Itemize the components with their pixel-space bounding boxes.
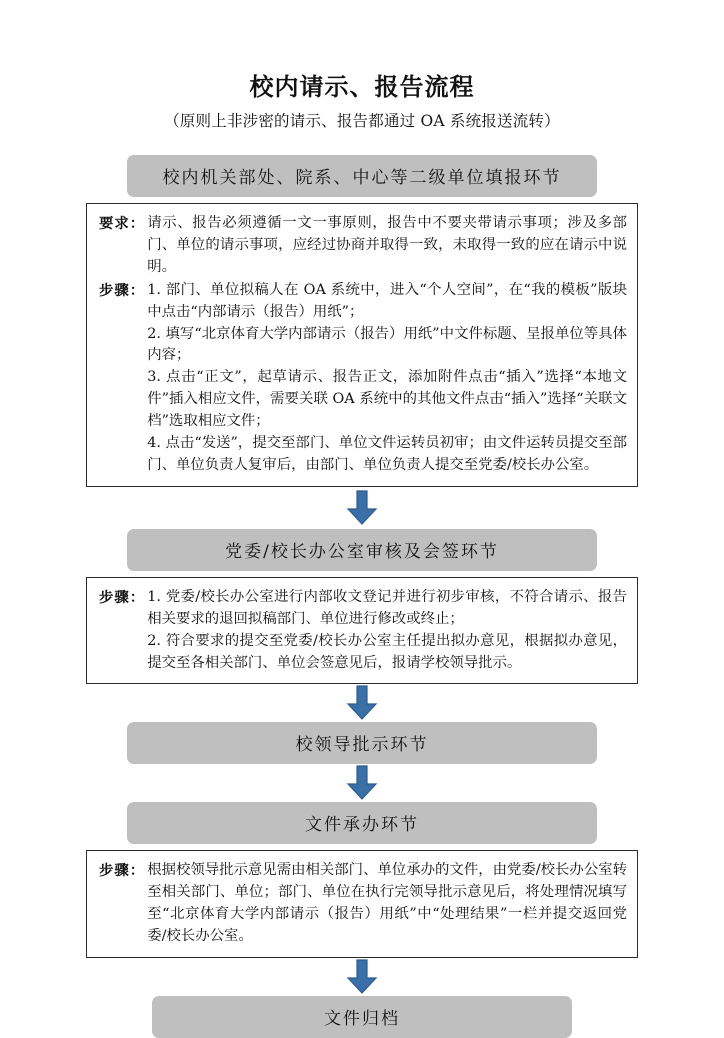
stage-1-steps-body — [147, 280, 627, 477]
stage-1-requirement-label: 要求： — [99, 215, 146, 233]
stage-2-step-2: 2. 符合要求的提交至党委/校长办公室主任提出拟办意见，根据拟办意见，提交至各相关部门、单位会签意见后，报请学校领导批示。 — [147, 632, 627, 671]
stage-2-detail-box — [86, 577, 638, 685]
stage-1-detail-wrapper — [0, 203, 724, 487]
page-subtitle: （原则上非涉密的请示、报告都通过 OA 系统报送流转） — [164, 112, 560, 130]
stage-4-body-text: 根据校领导批示意见需由相关部门、单位承办的文件，由党委/校长办公室转至相关部门、单位；部门、单位在执行完领导批示意见后，将处理情况填写至“北京体育大学内部请示（报告）用纸”中“处理结果”一栏并提交返回党委/校长办公室。 — [147, 862, 627, 945]
down-arrow-icon — [346, 765, 378, 801]
stage-4-bar: 文件承办环节 — [127, 802, 597, 844]
stage-2-bar-wrapper — [0, 529, 724, 571]
stage-2-step-list — [147, 587, 627, 675]
stage-5-bar-wrapper — [0, 996, 724, 1038]
list-item — [147, 587, 627, 631]
stage-1-step-list — [147, 280, 627, 477]
page-title: 校内请示、报告流程 — [249, 72, 475, 101]
list-item — [147, 280, 627, 324]
flowchart — [0, 155, 724, 1038]
arrow-1-wrapper — [0, 487, 724, 529]
title-block — [0, 0, 724, 131]
stage-4-steps-label: 步骤： — [99, 862, 146, 880]
stage-1-requirement-text: 请示、报告必须遵循一文一事原则，报告中不要夹带请示事项；涉及多部门、单位的请示事项，应经过协商并取得一致，未取得一致的应在请示中说明。 — [147, 215, 627, 275]
stage-1-step-4: 4. 点击“发送”，提交至部门、单位文件运转员初审；由文件运转员提交至部门、单位负责人复审后，由部门、单位负责人提交至党委/校长办公室。 — [147, 435, 627, 473]
stage-1-steps-label: 步骤： — [99, 281, 146, 299]
stage-2-detail-wrapper — [0, 577, 724, 685]
list-item — [147, 631, 627, 675]
arrow-3-wrapper — [0, 764, 724, 802]
down-arrow-icon — [346, 490, 378, 526]
stage-3-bar: 校领导批示环节 — [127, 722, 597, 764]
stage-1-step-1: 1. 部门、单位拟稿人在 OA 系统中，进入“个人空间”，在“我的模板”版块中点击“内部请示（报告）用纸”； — [147, 281, 627, 320]
stage-2-steps-label: 步骤： — [99, 588, 146, 606]
stage-2-steps-row — [99, 587, 627, 675]
down-arrow-icon — [346, 685, 378, 721]
stage-1-steps-row — [99, 280, 627, 477]
stage-4-detail-wrapper — [0, 850, 724, 958]
stage-2-step-1: 1. 党委/校长办公室进行内部收文登记并进行初步审核，不符合请示、报告相关要求的退回拟稿部门、单位进行修改或终止； — [147, 588, 627, 627]
stage-1-step-3: 3. 点击“正文”，起草请示、报告正文，添加附件点击“插入”选择“本地文件”插入相应文件，需要关联 OA 系统中的其他文件点击“插入”选择“关联文档”选取相应文件； — [147, 369, 627, 430]
stage-4-steps-row — [99, 860, 627, 948]
stage-2-steps-body — [147, 587, 627, 675]
list-item — [147, 367, 627, 433]
arrow-4-wrapper — [0, 958, 724, 996]
down-arrow-icon — [346, 959, 378, 995]
stage-1-bar-wrapper — [0, 155, 724, 197]
list-item — [147, 433, 627, 477]
stage-1-bar: 校内机关部处、院系、中心等二级单位填报环节 — [127, 155, 597, 197]
stage-1-detail-box — [86, 203, 638, 487]
stage-1-requirement-row — [99, 213, 627, 279]
stage-3-bar-wrapper — [0, 722, 724, 764]
list-item — [147, 324, 627, 368]
stage-2-bar: 党委/校长办公室审核及会签环节 — [127, 529, 597, 571]
stage-4-bar-wrapper — [0, 802, 724, 844]
stage-5-bar: 文件归档 — [152, 996, 572, 1038]
arrow-2-wrapper — [0, 684, 724, 722]
stage-1-step-2: 2. 填写“北京体育大学内部请示（报告）用纸”中文件标题、呈报单位等具体内容； — [147, 325, 627, 364]
stage-4-detail-box — [86, 850, 638, 958]
